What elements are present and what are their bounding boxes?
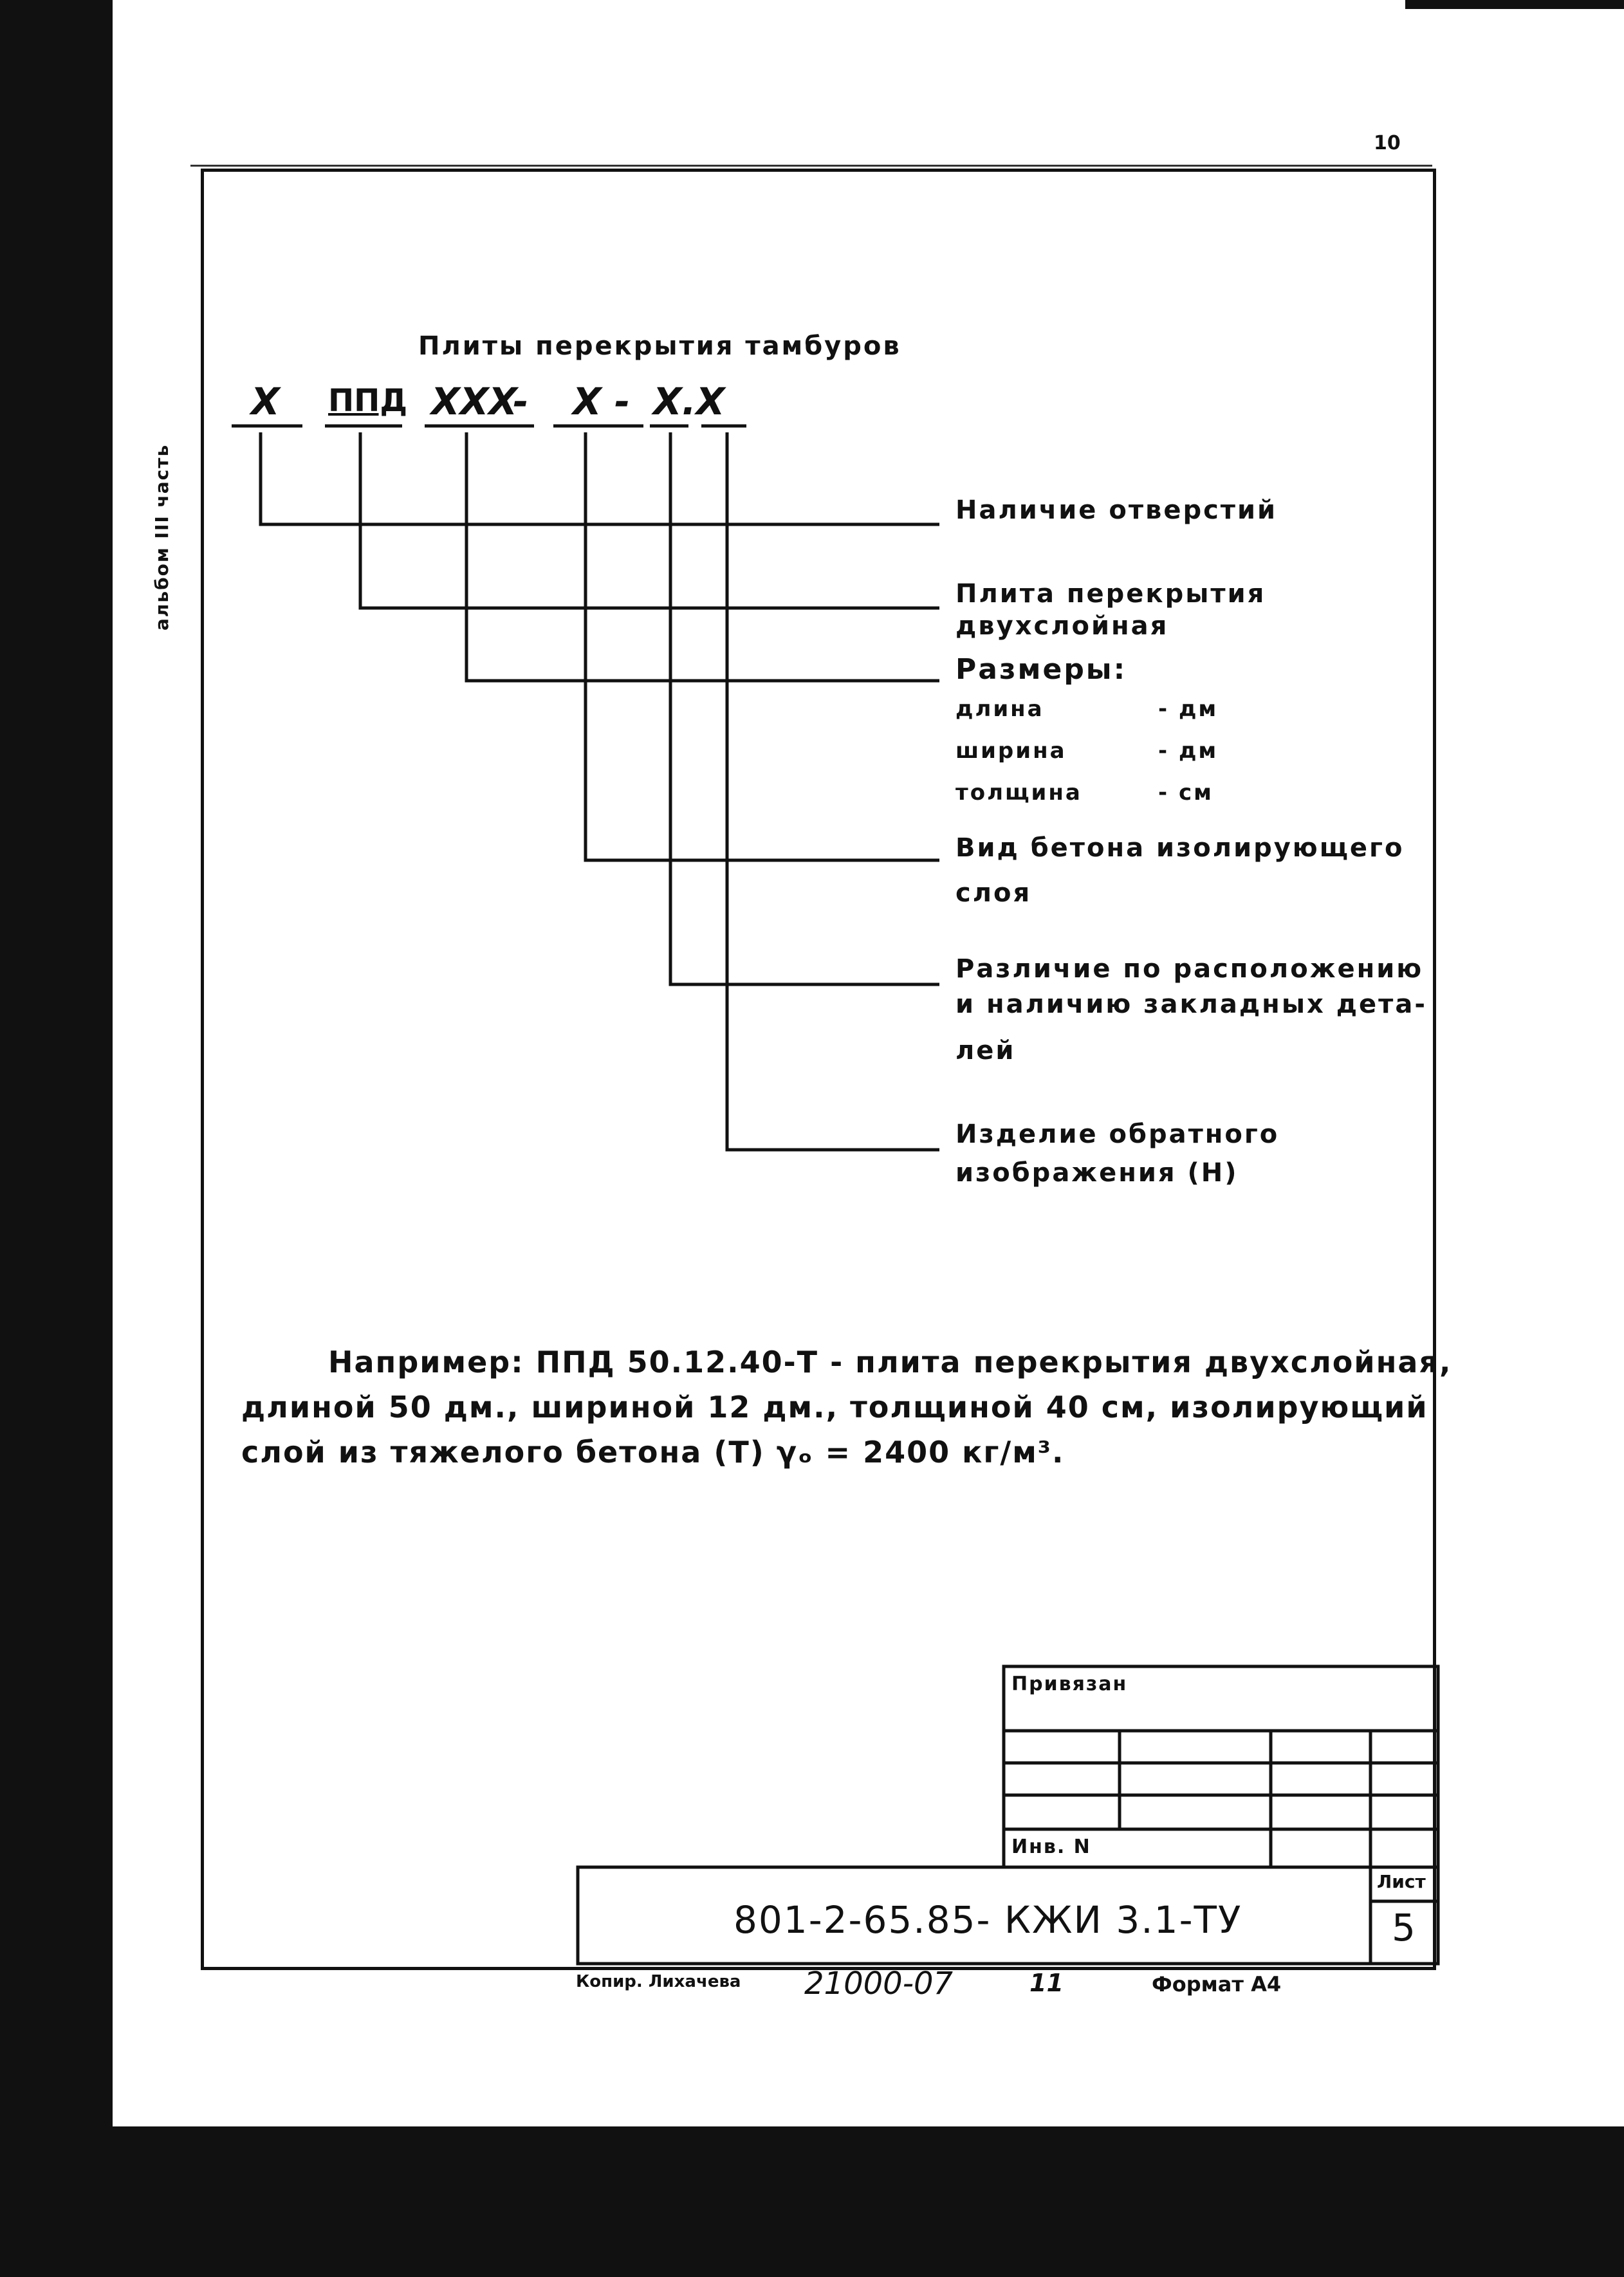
code-part-4: X	[573, 380, 602, 423]
code-part-1: X	[251, 380, 280, 423]
code-part-5: X.X	[653, 380, 725, 423]
footer-format: Формат А4	[1152, 1972, 1282, 1996]
dim-unit-length: - дм	[1158, 696, 1219, 722]
code-part-2: ППД	[328, 383, 408, 419]
label-slab-line-1: Плита перекрытия	[955, 579, 1266, 609]
title-block-linked: Привязан	[1011, 1673, 1128, 1695]
label-mirror-line-1: Изделие обратного	[955, 1120, 1280, 1149]
title-block-sheet-label: Лист	[1377, 1871, 1426, 1892]
example-line-3: слой из тяжелого бетона (Т) γₒ = 2400 кг/м³.	[241, 1435, 1065, 1470]
diagram-heading: Плиты перекрытия тамбуров	[418, 331, 901, 361]
label-parts-line-3: лей	[955, 1036, 1016, 1065]
footer-order: 21000-07	[804, 1966, 954, 2002]
scan-border-bottom	[0, 2126, 1624, 2277]
title-block-sheet-number: 5	[1392, 1906, 1416, 1950]
title-block-doc-code: 801-2-65.85- КЖИ 3.1-ТУ	[734, 1898, 1242, 1942]
footer-num: 11	[1029, 1969, 1064, 1997]
dim-unit-width: - дм	[1158, 738, 1219, 764]
label-holes: Наличие отверстий	[955, 495, 1278, 525]
label-concrete-line-1: Вид бетона изолирующего	[955, 833, 1405, 863]
example-line-1: Например: ППД 50.12.40-Т - плита перекрытия двухслойная,	[328, 1345, 1452, 1379]
label-mirror-line-2: изображения (Н)	[955, 1158, 1239, 1188]
label-sizes: Размеры:	[955, 653, 1127, 686]
code-dash: -	[614, 380, 631, 423]
dim-name-thickness: толщина	[955, 780, 1082, 806]
side-strip-text: альбом III часть	[151, 443, 172, 631]
code-part-3: XXX-	[431, 380, 529, 423]
dim-name-width: ширина	[955, 738, 1067, 764]
example-line-2: длиной 50 дм., шириной 12 дм., толщиной 40 см, изолирующий	[241, 1390, 1428, 1424]
dim-name-length: длина	[955, 696, 1044, 722]
label-slab-line-2: двухслойная	[955, 611, 1169, 641]
title-block-inv: Инв. N	[1011, 1836, 1091, 1858]
sheet-number-top: 10	[1374, 132, 1401, 154]
label-concrete-line-2: слоя	[955, 878, 1032, 908]
label-parts-line-2: и наличию закладных дета-	[955, 990, 1427, 1019]
dim-unit-thickness: - см	[1158, 780, 1213, 806]
footer-copied: Копир. Лихачева	[576, 1972, 741, 1991]
label-parts-line-1: Различие по расположению	[955, 954, 1424, 984]
